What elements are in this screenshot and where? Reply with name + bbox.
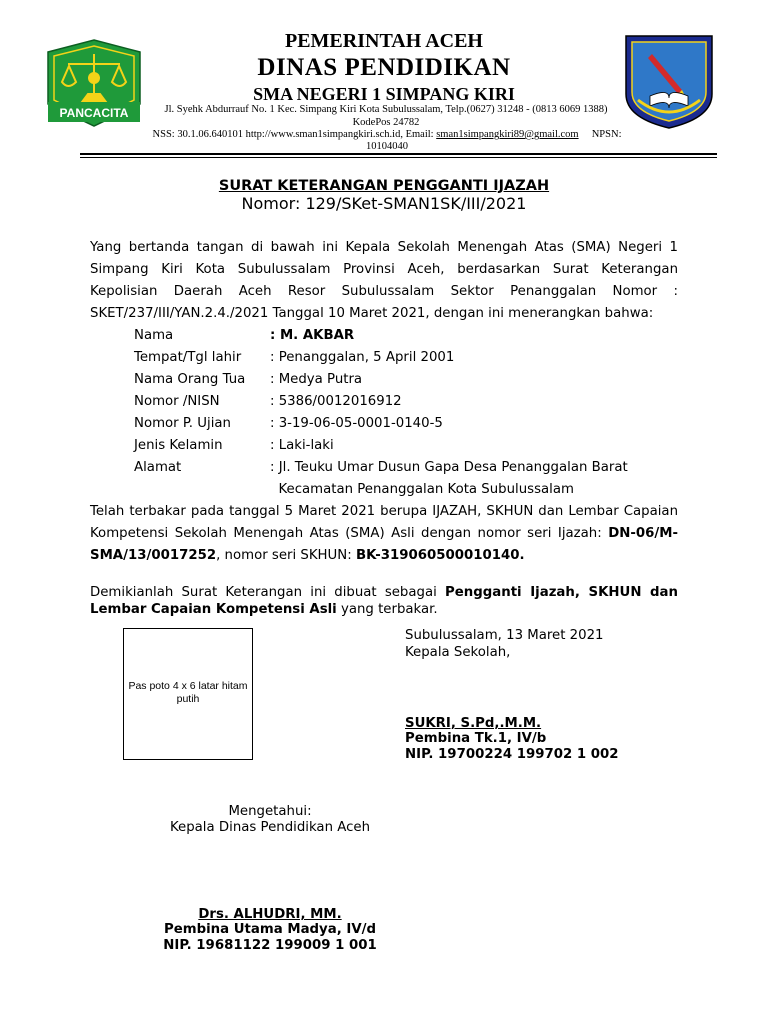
signer-position: Kepala Sekolah,: [405, 645, 511, 660]
photo-placeholder: [123, 628, 253, 760]
header-postcode: KodePos 24782: [352, 117, 420, 128]
signer-place-date: Subulussalam, 13 Maret 2021: [405, 628, 604, 643]
field-value: : Penanggalan, 5 April 2001: [270, 350, 455, 365]
field-value: Kecamatan Penanggalan Kota Subulussalam: [270, 482, 574, 497]
approver-rank: Pembina Utama Madya, IV/d: [163, 922, 376, 937]
field-label: Nama Orang Tua: [134, 372, 246, 387]
closing-line-2-text: yang terbakar.: [340, 602, 438, 617]
header-nss-web: NSS: 30.1.06.640101 http://www.sman1simpangkiri.sch.id, Email:: [152, 129, 434, 140]
header-government: PEMERINTAH ACEH: [285, 30, 483, 52]
field-value: : Laki-laki: [270, 438, 334, 453]
header-school: SMA NEGERI 1 SIMPANG KIRI: [253, 84, 515, 104]
burn-line-2-text: Kompetensi Sekolah Menengah Atas (SMA) Asli dengan nomor seri Ijazah:: [90, 526, 602, 541]
field-value: : 3-19-06-05-0001-0140-5: [270, 416, 443, 431]
approver-nip: NIP. 19681122 199009 1 001: [163, 938, 377, 953]
approver-name: Drs. ALHUDRI, MM.: [198, 907, 342, 922]
signer-name: SUKRI, S.Pd,.M.M.: [405, 716, 542, 731]
closing-line-1-text: Demikianlah Surat Keterangan ini dibuat sebagai: [90, 585, 437, 600]
photo-placeholder-text: Pas poto 4 x 6 latar hitam putih: [128, 680, 248, 705]
field-label: Jenis Kelamin: [134, 438, 223, 453]
header-npsn-label: NPSN:: [591, 129, 622, 140]
field-label: Nama: [134, 328, 174, 343]
document-title: SURAT KETERANGAN PENGGANTI IJAZAH: [218, 178, 550, 194]
field-row-gender: [134, 435, 679, 457]
burn-line-2: [90, 523, 678, 545]
ijazah-serial-part1: DN-06/M-: [608, 526, 678, 541]
field-value: : 5386/0012016912: [270, 394, 402, 409]
intro-line-3: Kepolisian Daerah Aceh Resor Subulussalam Sektor Penanggalan Nomor :: [90, 284, 678, 299]
burn-line-3: [90, 545, 678, 567]
skhun-serial: BK-319060500010140.: [355, 548, 525, 563]
header-department: DINAS PENDIDIKAN: [257, 54, 511, 81]
header-npsn: 10104040: [366, 141, 408, 152]
header-email-link[interactable]: sman1simpangkiri89@gmail.com: [436, 129, 579, 140]
signer-nip: NIP. 19700224 199702 1 002: [405, 747, 619, 762]
header-divider-thin: [80, 157, 717, 158]
intro-line-2: Simpang Kiri Kota Subulussalam Provinsi Aceh, berdasarkan Surat Keterangan: [90, 262, 678, 277]
field-row-nisn: [134, 391, 679, 413]
field-row-parent: [134, 369, 679, 391]
document-number: Nomor: 129/SKet-SMAN1SK/III/2021: [241, 194, 527, 213]
field-row-address: [134, 457, 679, 479]
intro-line-4: SKET/237/III/YAN.2.4./2021 Tanggal 10 Maret 2021, dengan ini menerangkan bahwa:: [90, 306, 654, 321]
pancacita-label: PANCACITA: [59, 106, 129, 120]
ijazah-serial-part2: SMA/13/0017252: [90, 548, 217, 563]
field-label: Alamat: [134, 460, 182, 475]
header-divider-thick: [80, 153, 717, 155]
burn-line-3-text: , nomor seri SKHUN:: [216, 548, 352, 563]
field-value: : Medya Putra: [270, 372, 363, 387]
intro-line-1: Yang bertanda tangan di bawah ini Kepala Sekolah Menengah Atas (SMA) Negeri 1: [90, 240, 678, 255]
school-logo: [622, 32, 716, 130]
closing-line-1-bold: Pengganti Ijazah, SKHUN dan: [445, 585, 678, 600]
closing-line-2: [90, 599, 678, 621]
closing-line-2-bold: Lembar Capaian Kompetensi Asli: [90, 602, 337, 617]
field-row-address-cont: [134, 479, 679, 501]
field-row-name: [134, 325, 679, 347]
approver-position: Kepala Dinas Pendidikan Aceh: [169, 820, 371, 835]
field-row-exam-number: [134, 413, 679, 435]
burn-line-1: Telah terbakar pada tanggal 5 Maret 2021 berupa IJAZAH, SKHUN dan Lembar Capaian: [90, 504, 678, 519]
field-row-birth: [134, 347, 679, 369]
field-label: Tempat/Tgl lahir: [134, 350, 242, 365]
header-address: Jl. Syehk Abdurrauf No. 1 Kec. Simpang Kiri Kota Subulussalam, Telp.(0627) 31248 - (0813 6069 1388): [164, 104, 608, 115]
aceh-province-logo: [42, 38, 146, 128]
field-value: : M. AKBAR: [270, 328, 355, 343]
field-label: Nomor /NISN: [134, 394, 220, 409]
field-value: : Jl. Teuku Umar Dusun Gapa Desa Penanggalan Barat: [270, 460, 628, 475]
field-label: Nomor P. Ujian: [134, 416, 231, 431]
header-contact-line: [92, 129, 682, 140]
signer-rank: Pembina Tk.1, IV/b: [405, 731, 547, 746]
approver-label: Mengetahui:: [228, 804, 312, 819]
